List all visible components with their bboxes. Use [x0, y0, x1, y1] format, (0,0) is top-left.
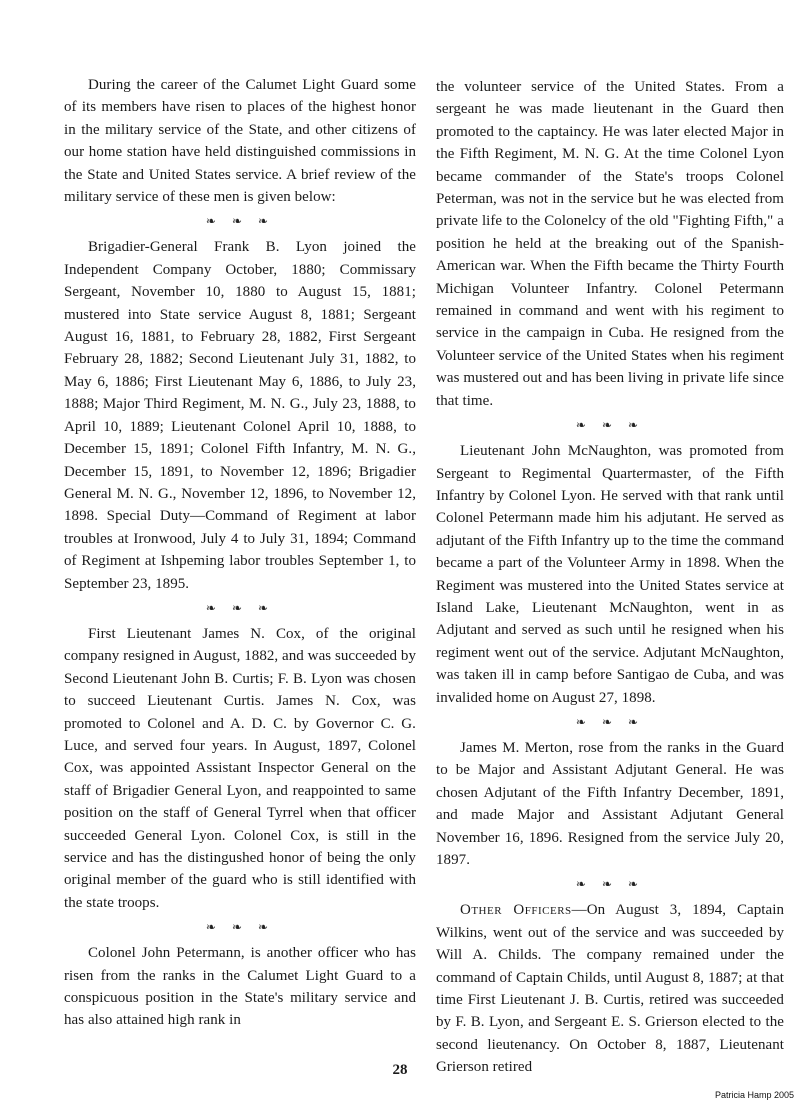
leaf-ornament-icon: ❧: [258, 920, 275, 935]
leaf-ornament-icon: ❧: [205, 920, 222, 935]
paragraph-merton: James M. Merton, rose from the ranks in the Guard to be Major and Assistant Adjutant General. He was chosen Adjutant of the Fifth Infantry December, 1891, and made Major and Assistant Adjutant General November 16, 1896. Resigned from the service July 20, 1897.: [436, 739, 784, 868]
leaf-ornament-icon: ❧: [575, 714, 592, 729]
leaf-ornament-icon: ❧: [575, 418, 592, 433]
leaf-ornament-icon: ❧: [231, 920, 249, 935]
page-number: 28: [392, 1062, 408, 1078]
paragraph-petermann-start: Colonel John Petermann, is another officer who has risen from the ranks in the Calumet Light Guard to a conspicuous position in the State's military service and has also attained high rank in: [64, 945, 416, 1029]
paragraph-lyon: Brigadier-General Frank B. Lyon joined the Independent Company October, 1880; Commissary Sergeant, November 10, 1880 to August 15, 1881; mustered into State service August 8, 1881; Sergeant August 16, 1881, to February 28, 1882, First Sergeant February 28, 1882; Second Lieutenant July 31, 1882, to May 6, 1886; First Lieutenant May 6, 1886, to July 23, 1888; Major Third Regiment, M. N. G., July 23, 1888, to April 10, 1889; Lieutenant Colonel April 10, 1888, to December 15, 1891; Colonel Fifth Infantry, M. N. G., December 15, 1891, to November 12, 1896; Brigadier General M. N. G., November 12, 1896, to November 12, 1898. Special Duty—Command of Regiment at labor troubles at Ironwood, July 4 to July 31, 1894; Command of Regiment at Ishpeming labor troubles September 1, to September 23, 1895.: [64, 239, 416, 592]
paragraph-other-officers: [436, 899, 784, 1078]
leaf-ornament-icon: ❧: [205, 214, 222, 229]
paragraph-introduction: During the career of the Calumet Light Guard some of its members have risen to places of the highest honor in the military service of the State, and other citizens of our home station have held distinguished commissions in the State and United States service. A brief review of the military service of these men is given below:: [64, 77, 416, 206]
paragraph-mcnaughton: Lieutenant John McNaughton, was promoted from Sergeant to Regimental Quartermaster, of the Fifth Infantry by Colonel Lyon. He served with that rank until Colonel Petermann made him his adjutant. He served as adjutant of the Fifth Infantry up to the time the command became a part of the Volunteer Army in 1898. When the Regiment was mustered into the United States service at Island Lake, Lieutenant McNaughton, went in as Adjutant and served as such until he resigned when his regiment went out of the service. Adjutant McNaughton, was taken ill in camp before Santigao de Cuba, and was invalided home on August 27, 1898.: [436, 443, 784, 706]
leaf-ornament-icon: ❧: [575, 877, 592, 892]
credit-line: Patricia Hamp 2005: [714, 1090, 794, 1100]
section-ornament: [64, 208, 416, 236]
right-column: [436, 76, 784, 1079]
section-ornament: [436, 412, 784, 440]
paragraph-cox: First Lieutenant James N. Cox, of the original company resigned in August, 1882, and was succeeded by Second Lieutenant John B. Curtis; F. B. Lyon was chosen to succeed Lieutenant Curtis. James N. Cox, was promoted to Colonel and A. D. C. by Governor C. G. Luce, and served four years. In August, 1897, Colonel Cox, was appointed Assistant Inspector General on the staff of Brigadier General Lyon, and reappointed to same position on the staff of General Tyrrel when that officer succeeded General Lyon. Colonel Cox, is still in the service and has the distingushed honor of being the only original member of the guard who is still identified with the state troops.: [64, 625, 416, 911]
leaf-ornament-icon: ❧: [601, 418, 619, 433]
leaf-ornament-icon: ❧: [601, 714, 619, 729]
leaf-ornament-icon: ❧: [231, 600, 249, 615]
section-ornament: [436, 871, 784, 899]
left-column: [64, 74, 416, 1032]
leaf-ornament-icon: ❧: [258, 600, 275, 615]
other-officers-heading: Other Officers: [460, 902, 572, 919]
other-officers-text: —On August 3, 1894, Captain Wilkins, went out of the service and was succeeded by Will A. Childs. The company remained under the command of Captain Childs, until August 8, 1887; at that time First Lieutenant J. B. Curtis, retired was succeeded by F. B. Lyon, and Sergeant E. S. Grierson elected to the second lieutenancy. On October 8, 1887, Lieutenant Grierson retired: [436, 902, 784, 1076]
section-ornament: [64, 595, 416, 623]
leaf-ornament-icon: ❧: [205, 600, 222, 615]
section-ornament: [436, 709, 784, 737]
leaf-ornament-icon: ❧: [231, 214, 249, 229]
leaf-ornament-icon: ❧: [628, 418, 645, 433]
paragraph-petermann-continued: the volunteer service of the United States. From a sergeant he was made lieutenant in the Guard then promoted to the captaincy. He was later elected Major in the Fifth Regiment, M. N. G. At the time Colonel Lyon became commander of the State's troops Colonel Peterman, was not in the service but he was elected from private life to the Colonelcy of the old "Fighting Fifth," a position he held at the breaking out of the Spanish-American war. When the Fifth became the Thirty Fourth Michigan Volunteer Infantry. Colonel Petermann remained in command and went with his regiment to service in the campaign in Cuba. He resigned from the Volunteer service of the United States when his regiment was mustered out and has been living in private life since that time.: [436, 79, 784, 409]
leaf-ornament-icon: ❧: [601, 877, 619, 892]
leaf-ornament-icon: ❧: [628, 714, 645, 729]
leaf-ornament-icon: ❧: [258, 214, 275, 229]
section-ornament: [64, 914, 416, 942]
leaf-ornament-icon: ❧: [628, 877, 645, 892]
